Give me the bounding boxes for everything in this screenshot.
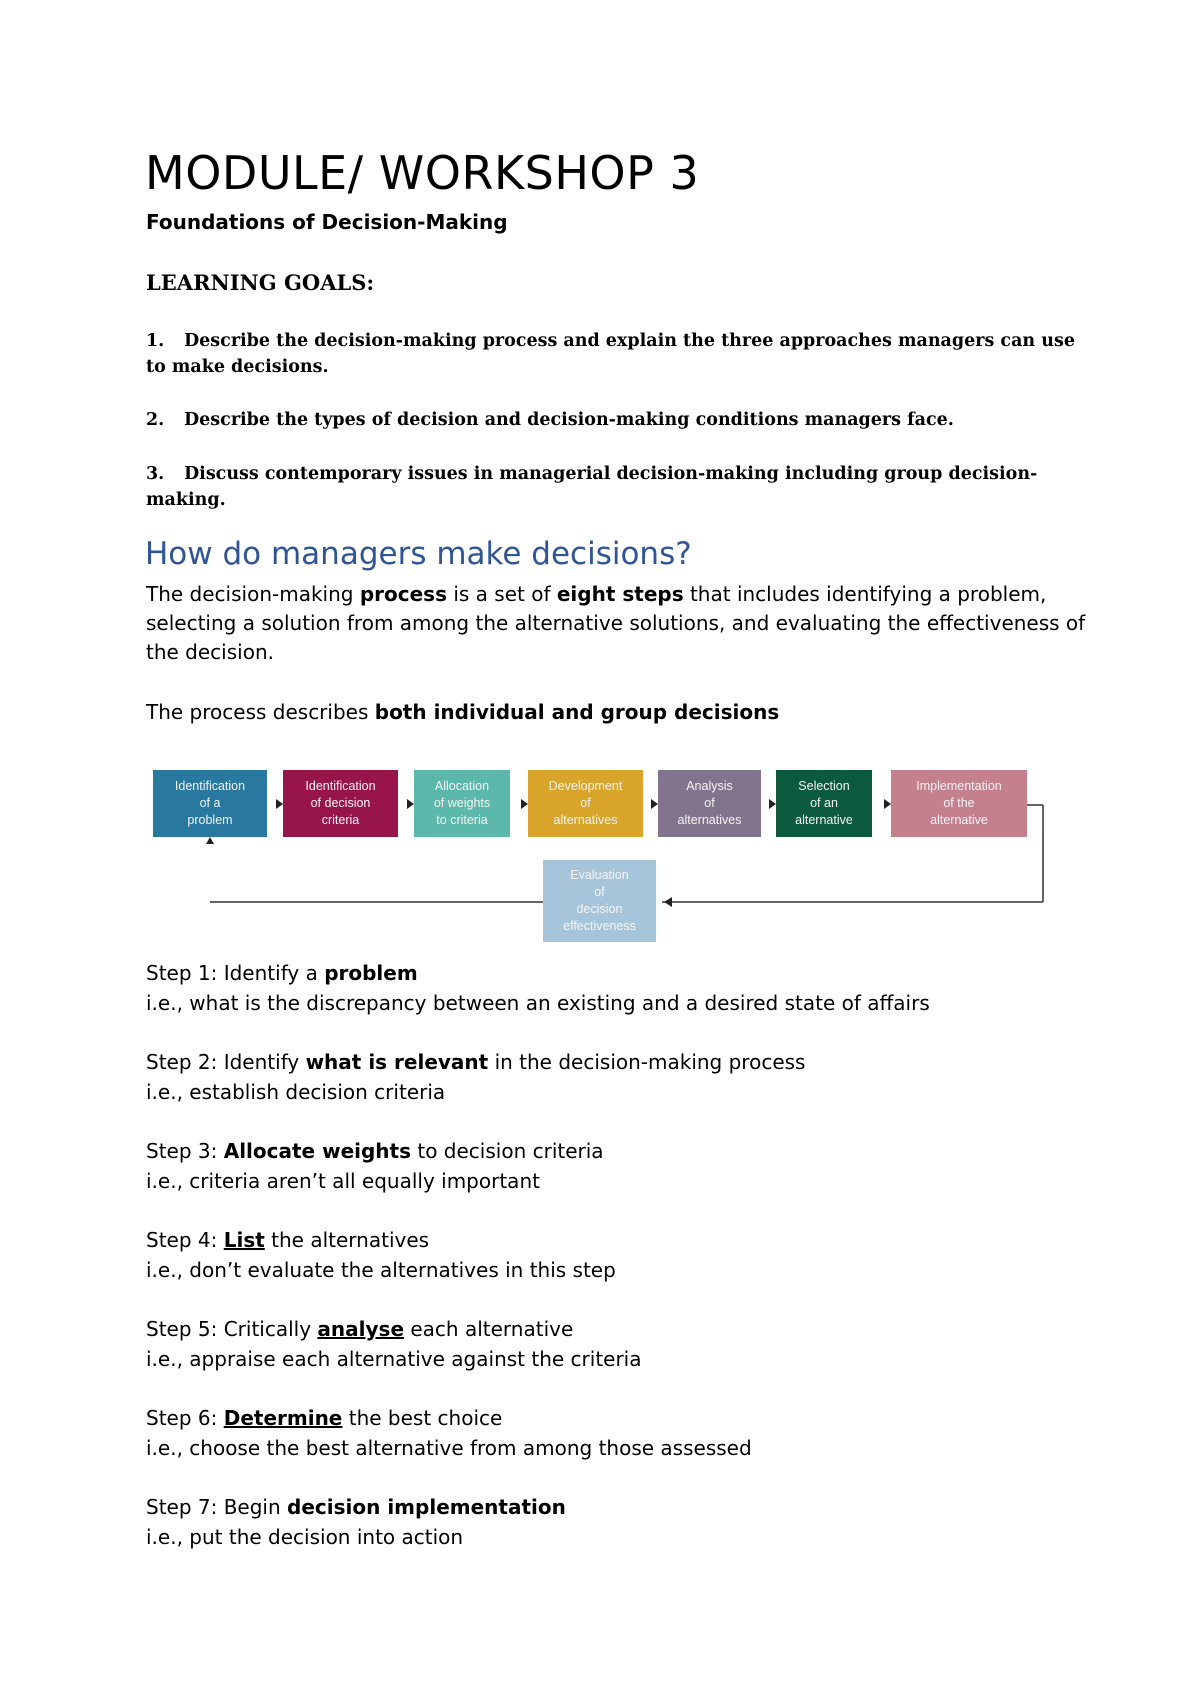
step-box-label-line: alternatives [677, 813, 742, 827]
document-title: MODULE/ WORKSHOP 3 [145, 146, 700, 200]
step-box-label [175, 778, 245, 829]
arrow-up-icon [206, 837, 214, 844]
goal-text: Describe the types of decision and decision-making conditions managers face. [184, 410, 954, 430]
arrow-right-icon [407, 799, 414, 809]
emphasis-text: analyse [317, 1317, 405, 1341]
step-box-label-line: of [594, 885, 605, 899]
step-box-evaluation [543, 860, 656, 942]
emphasis-text: Allocate weights [223, 1139, 412, 1163]
step-box-label-line: of a [199, 796, 221, 810]
emphasis-text: decision implementation [287, 1495, 566, 1519]
step-title [146, 1492, 1086, 1522]
step-box-label-line: alternatives [553, 813, 618, 827]
emphasis-text: problem [324, 961, 418, 985]
step-detail: i.e., criteria aren’t all equally important [146, 1169, 540, 1193]
text-run: each alternative [404, 1317, 574, 1341]
step-box-label-line: of weights [433, 796, 491, 810]
step-box-analysis-of-alternatives [658, 770, 761, 837]
step-title [146, 1403, 1086, 1433]
step-box-label [305, 778, 375, 829]
step-box-selection-of-alternative [776, 770, 872, 837]
section-heading: How do managers make decisions? [145, 536, 692, 572]
step-title [146, 958, 1086, 988]
text-run: Step 5: Critically [146, 1317, 318, 1341]
emphasis-text: what is relevant [305, 1050, 489, 1074]
step-5 [146, 1314, 1086, 1374]
document-subtitle: Foundations of Decision-Making [146, 210, 508, 234]
step-box-label-line: of [580, 796, 591, 810]
step-title [146, 1136, 1086, 1166]
text-run: The process describes [146, 700, 375, 724]
step-box-label-line: Identification [174, 779, 246, 793]
step-box-label-line: Selection [798, 779, 850, 793]
text-run: the alternatives [264, 1228, 430, 1252]
text-run: is a set of [446, 582, 557, 606]
step-box-label-line: Allocation [434, 779, 490, 793]
emphasis-text: List [223, 1228, 265, 1252]
text-run: Step 3: [146, 1139, 224, 1163]
step-box-label-line: of [704, 796, 715, 810]
step-2 [146, 1047, 1086, 1107]
goal-text: Describe the decision-making process and explain the three approaches managers can use to make decisions. [146, 331, 1075, 377]
text-run: Step 6: [146, 1406, 224, 1430]
step-box-label-line: problem [187, 813, 233, 827]
step-title [146, 1314, 1086, 1344]
step-box-label-line: Identification [305, 779, 376, 793]
step-box-label [795, 778, 853, 829]
step-7 [146, 1492, 1086, 1552]
step-box-label-line: Evaluation [570, 868, 629, 882]
step-detail: i.e., appraise each alternative against the criteria [146, 1347, 642, 1371]
text-run: The decision-making [146, 582, 360, 606]
step-detail: i.e., don’t evaluate the alternatives in this step [146, 1258, 616, 1282]
step-box-label-line: Analysis [686, 779, 733, 793]
arrow-right-icon [276, 799, 283, 809]
step-box-label-line: of the [943, 796, 975, 810]
step-box-label-line: of an [810, 796, 838, 810]
step-detail: i.e., choose the best alternative from among those assessed [146, 1436, 752, 1460]
goal-text: Discuss contemporary issues in managerial decision-making including group decision-making. [146, 464, 1038, 510]
step-title [146, 1047, 1086, 1077]
step-box-label [434, 778, 490, 829]
step-box-implementation [891, 770, 1027, 837]
step-box-label-line: alternative [795, 813, 853, 827]
text-run: to decision criteria [411, 1139, 604, 1163]
step-box-label-line: of decision [310, 796, 371, 810]
step-box-label [678, 778, 742, 829]
bold-text-run: both individual and group decisions [374, 700, 780, 724]
step-box-label-line: effectiveness [563, 919, 636, 933]
step-detail: i.e., put the decision into action [146, 1525, 464, 1549]
step-detail: i.e., what is the discrepancy between an existing and a desired state of affairs [146, 991, 930, 1015]
step-box-label [563, 867, 636, 935]
step-title [146, 1225, 1086, 1255]
arrow-right-icon [521, 799, 528, 809]
bold-text-run: process [359, 582, 447, 606]
text-run: that includes identifying a problem, selecting a solution from among the alternative solutions, and evaluating the effectiveness of the decision. [146, 582, 1086, 664]
step-box-label-line: criteria [321, 813, 360, 827]
step-box-decision-criteria [283, 770, 398, 837]
goal-number: 2. [146, 410, 165, 430]
step-box-label-line: to criteria [436, 813, 488, 827]
step-box-label [549, 778, 623, 829]
step-box-label [916, 778, 1001, 829]
step-box-identification-of-problem [153, 770, 267, 837]
goal-number: 3. [146, 464, 165, 484]
step-3 [146, 1136, 1086, 1196]
step-box-label-line: Development [548, 779, 623, 793]
step-6 [146, 1403, 1086, 1463]
step-detail: i.e., establish decision criteria [146, 1080, 446, 1104]
text-run: Step 2: Identify [146, 1050, 306, 1074]
arrow-right-icon [884, 799, 891, 809]
goal-number: 1. [146, 331, 165, 351]
step-4 [146, 1225, 1086, 1285]
step-box-allocation-of-weights [414, 770, 510, 837]
text-run: Step 4: [146, 1228, 224, 1252]
text-run: in the decision-making process [488, 1050, 806, 1074]
text-run: Step 7: Begin [146, 1495, 288, 1519]
step-box-label-line: decision [576, 902, 623, 916]
learning-goals-heading: LEARNING GOALS: [146, 270, 375, 295]
bold-text-run: eight steps [556, 582, 684, 606]
text-run: the best choice [342, 1406, 503, 1430]
step-box-label-line: alternative [930, 813, 988, 827]
text-run: Step 1: Identify a [146, 961, 325, 985]
arrow-left-icon [664, 897, 672, 907]
step-box-development-of-alternatives [528, 770, 643, 837]
step-box-label-line: Implementation [916, 779, 1002, 793]
arrow-right-icon [651, 799, 658, 809]
step-1 [146, 958, 1086, 1018]
emphasis-text: Determine [223, 1406, 343, 1430]
arrow-right-icon [769, 799, 776, 809]
